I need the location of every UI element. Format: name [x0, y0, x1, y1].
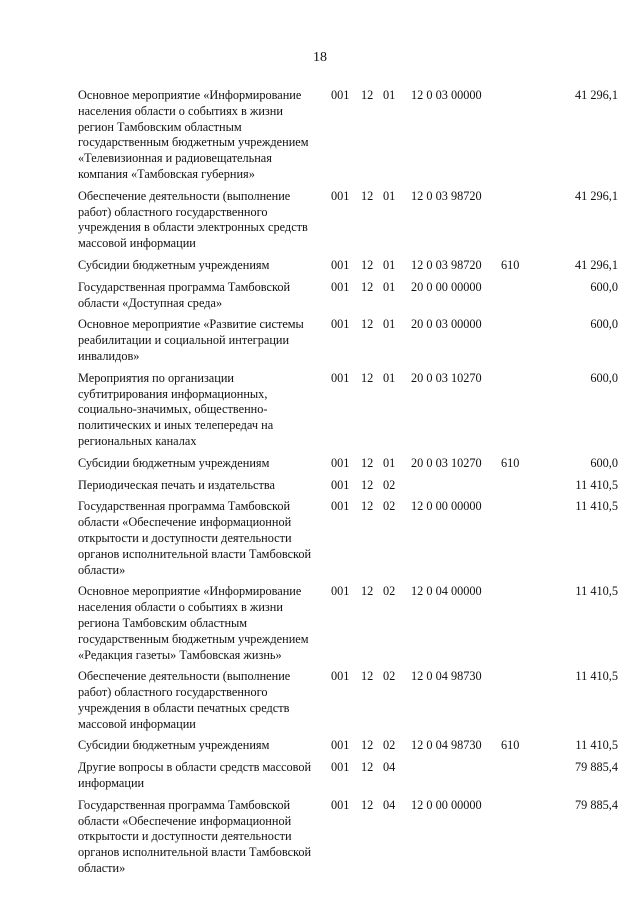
ministry-code: 001 — [331, 455, 350, 470]
target-code: 20 0 03 10270 — [411, 455, 482, 470]
table-row — [78, 371, 618, 450]
ministry-code: 001 — [331, 279, 350, 294]
ministry-code: 001 — [331, 257, 350, 272]
budget-table — [78, 88, 618, 883]
subsection-code: 01 — [383, 279, 396, 294]
table-row — [78, 456, 618, 472]
subsection-code: 02 — [383, 477, 396, 492]
row-name: Государственная программа Тамбовской области «Доступная среда» — [78, 279, 291, 310]
row-name: Обеспечение деятельности (выполнение работ) областного государственного учреждения в области электронных средств массовой информации — [78, 188, 308, 251]
amount: 11 410,5 — [575, 499, 618, 514]
section-code: 12 — [361, 257, 374, 272]
section-code: 12 — [361, 584, 374, 599]
ministry-code: 001 — [331, 797, 350, 812]
ministry-code: 001 — [331, 738, 350, 753]
target-code: 20 0 00 00000 — [411, 279, 482, 294]
target-code: 12 0 00 00000 — [411, 797, 482, 812]
target-code: 12 0 03 00000 — [411, 88, 482, 102]
target-code: 12 0 03 98720 — [411, 257, 482, 272]
table-row — [78, 669, 618, 732]
subsection-code: 02 — [383, 738, 396, 753]
row-name: Государственная программа Тамбовской области «Обеспечение информационной открытости и доступности деятельности органов исполнительной власти Тамбовской области» — [78, 797, 312, 876]
subsection-code: 04 — [383, 797, 396, 812]
expense-type-code: 610 — [501, 257, 520, 272]
target-code: 12 0 00 00000 — [411, 499, 482, 514]
ministry-code: 001 — [331, 499, 350, 514]
row-name: Мероприятия по организации субтитрирования информационных, социально-значимых, общественно-политических и иных телепередач на региональных каналах — [78, 370, 274, 448]
table-row — [78, 760, 618, 792]
amount: 41 296,1 — [574, 88, 618, 102]
amount: 600,0 — [590, 279, 618, 294]
subsection-code: 01 — [383, 188, 396, 203]
row-name: Основное мероприятие «Информирование населения области о событиях в жизни регион Тамбовским областным государственным бюджетным учреждением «Телевизионная и радиовещательная компания «Тамбовская губерния» — [78, 88, 309, 181]
row-name: Основное мероприятие «Информирование населения области о событиях в жизни региона Тамбовским областным государственным бюджетным учреждением «Редакция газеты» Тамбовская жизнь» — [78, 584, 309, 662]
target-code: 12 0 04 98730 — [411, 738, 482, 753]
section-code: 12 — [361, 797, 374, 812]
table-row — [78, 280, 618, 312]
expense-type-code: 610 — [501, 455, 520, 470]
table-row — [78, 738, 618, 754]
amount: 41 296,1 — [574, 257, 618, 272]
amount: 79 885,4 — [574, 797, 618, 812]
target-code: 20 0 03 00000 — [411, 317, 482, 332]
target-code: 12 0 04 98730 — [411, 669, 482, 684]
row-name: Субсидии бюджетным учреждениям — [78, 738, 270, 753]
section-code: 12 — [361, 760, 374, 775]
amount: 79 885,4 — [574, 760, 618, 775]
row-name: Субсидии бюджетным учреждениям — [78, 455, 270, 470]
section-code: 12 — [361, 279, 374, 294]
table-row — [78, 478, 618, 494]
ministry-code: 001 — [331, 317, 350, 332]
row-name: Государственная программа Тамбовской области «Обеспечение информационной открытости и доступности деятельности органов исполнительной власти Тамбовской области» — [78, 499, 312, 577]
amount: 600,0 — [590, 317, 618, 332]
subsection-code: 02 — [383, 499, 396, 514]
amount: 11 410,5 — [575, 477, 618, 492]
table-row — [78, 798, 618, 877]
section-code: 12 — [361, 88, 374, 102]
table-row — [78, 88, 618, 183]
ministry-code: 001 — [331, 477, 350, 492]
subsection-code: 01 — [383, 455, 396, 470]
amount: 600,0 — [590, 370, 618, 385]
row-name: Периодическая печать и издательства — [78, 477, 275, 492]
table-row — [78, 258, 618, 274]
table-row — [78, 189, 618, 252]
section-code: 12 — [361, 317, 374, 332]
subsection-code: 04 — [383, 760, 396, 775]
subsection-code: 02 — [383, 669, 396, 684]
amount: 11 410,5 — [575, 584, 618, 599]
amount: 600,0 — [590, 455, 618, 470]
subsection-code: 01 — [383, 88, 396, 102]
ministry-code: 001 — [331, 584, 350, 599]
amount: 11 410,5 — [575, 669, 618, 684]
ministry-code: 001 — [331, 669, 350, 684]
section-code: 12 — [361, 669, 374, 684]
table-row — [78, 317, 618, 364]
row-name: Основное мероприятие «Развитие системы реабилитации и социальной интеграции инвалидов» — [78, 317, 304, 363]
subsection-code: 01 — [383, 317, 396, 332]
subsection-code: 01 — [383, 370, 396, 385]
section-code: 12 — [361, 370, 374, 385]
row-name: Субсидии бюджетным учреждениям — [78, 257, 270, 272]
amount: 41 296,1 — [574, 188, 618, 203]
target-code: 12 0 03 98720 — [411, 188, 482, 203]
target-code: 12 0 04 00000 — [411, 584, 482, 599]
row-name: Обеспечение деятельности (выполнение работ) областного государственного учреждения в области печатных средств массовой информации — [78, 669, 291, 731]
ministry-code: 001 — [331, 188, 350, 203]
section-code: 12 — [361, 738, 374, 753]
subsection-code: 02 — [383, 584, 396, 599]
subsection-code: 01 — [383, 257, 396, 272]
expense-type-code: 610 — [501, 738, 520, 753]
row-name: Другие вопросы в области средств массовой информации — [78, 760, 312, 791]
ministry-code: 001 — [331, 370, 350, 385]
amount: 11 410,5 — [575, 738, 618, 753]
section-code: 12 — [361, 499, 374, 514]
page-number: 18 — [313, 50, 327, 65]
section-code: 12 — [361, 477, 374, 492]
section-code: 12 — [361, 455, 374, 470]
ministry-code: 001 — [331, 88, 350, 102]
table-row — [78, 584, 618, 663]
section-code: 12 — [361, 188, 374, 203]
table-row — [78, 499, 618, 578]
ministry-code: 001 — [331, 760, 350, 775]
target-code: 20 0 03 10270 — [411, 370, 482, 385]
